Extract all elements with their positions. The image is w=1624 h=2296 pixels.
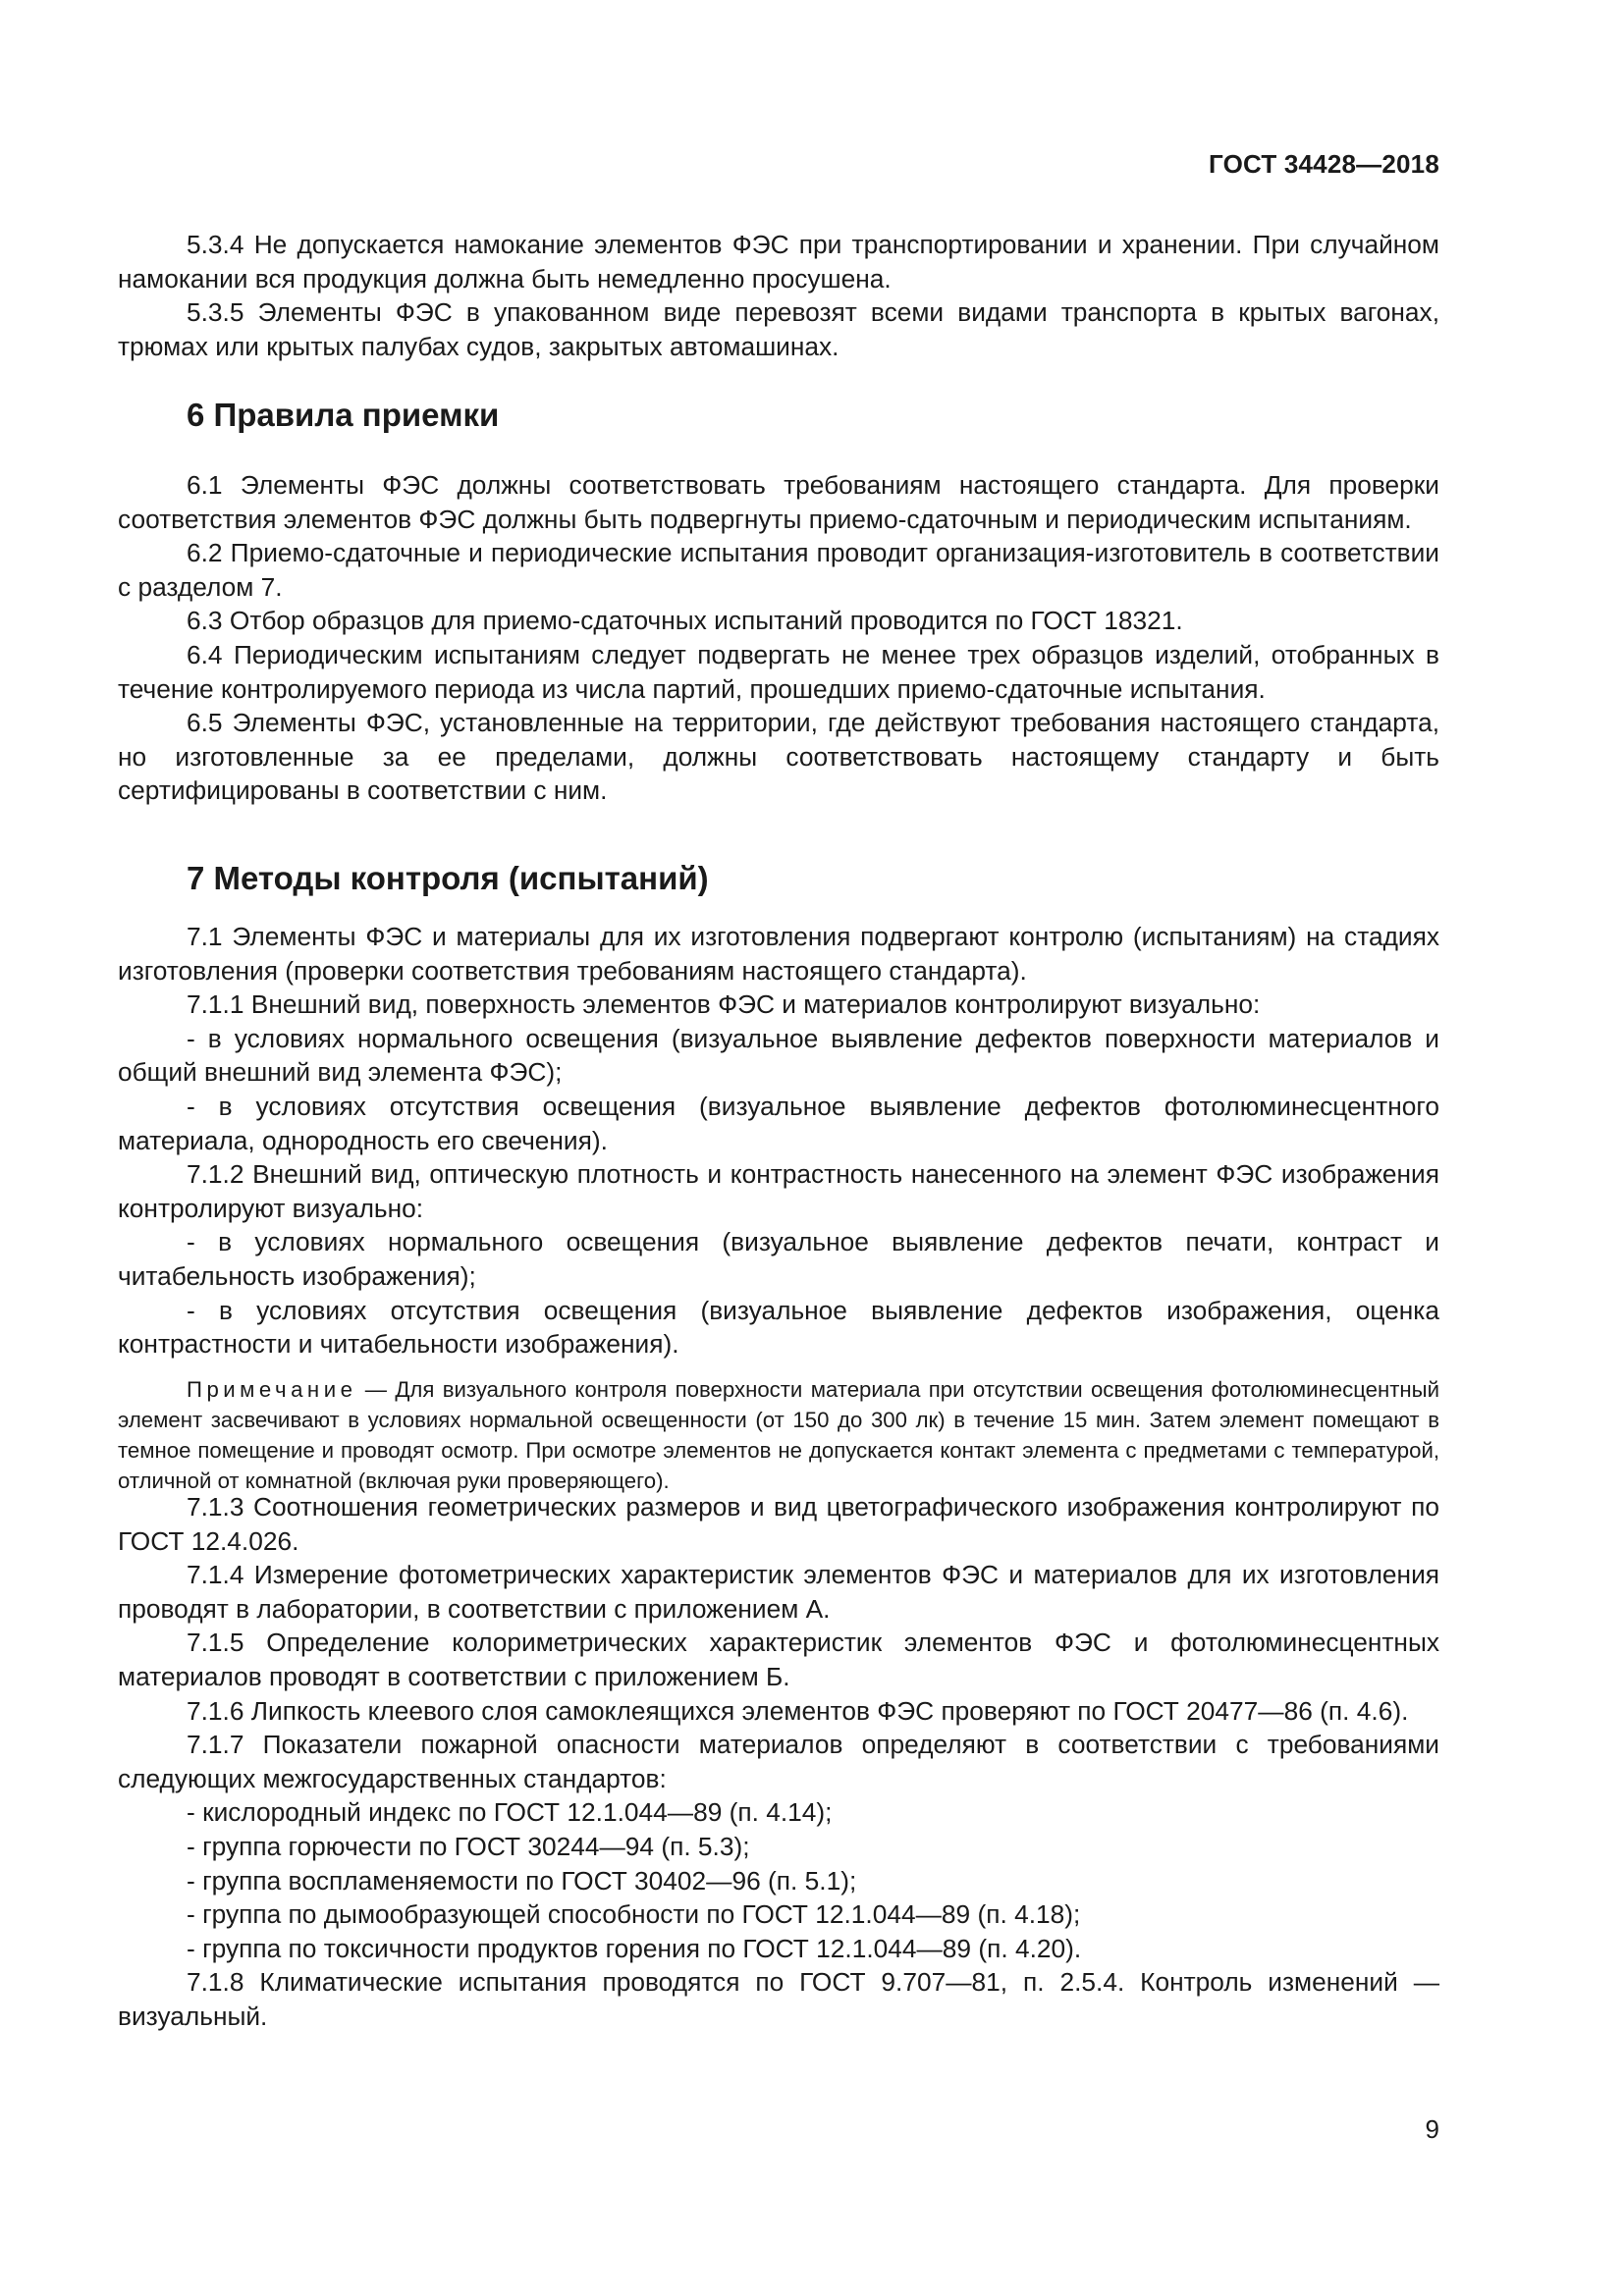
paragraph-7-1-2: 7.1.2 Внешний вид, оптическую плотность и контрастность нанесенного на элемент ФЭС изображения контролируют визуально: bbox=[118, 1159, 1439, 1223]
section-6-heading: 6 Правила приемки bbox=[187, 397, 500, 433]
paragraph-7-1-4: 7.1.4 Измерение фотометрических характеристик элементов ФЭС и материалов для их изготовления проводят в лаборатории, в соответствии с приложением А. bbox=[118, 1560, 1439, 1624]
paragraph-7-1-1: 7.1.1 Внешний вид, поверхность элементов ФЭС и материалов контролируют визуально: bbox=[187, 989, 1261, 1020]
list-item: - группа по токсичности продуктов горения по ГОСТ 12.1.044—89 (п. 4.20). bbox=[187, 1933, 1082, 1963]
document-header-id: ГОСТ 34428—2018 bbox=[1209, 149, 1439, 179]
section-7-heading: 7 Методы контроля (испытаний) bbox=[187, 860, 709, 896]
page-number: 9 bbox=[1425, 2114, 1439, 2144]
paragraph-6-3: 6.3 Отбор образцов для приемо-сдаточных испытаний проводится по ГОСТ 18321. bbox=[187, 606, 1183, 636]
paragraph-6-5: 6.5 Элементы ФЭС, установленные на территории, где действуют требования настоящего стандарта, но изготовленные за ее пределами, должны соответствовать настоящему стандарту и быть сертифицированы в соответствии с ним. bbox=[118, 708, 1439, 806]
list-item: - группа горючести по ГОСТ 30244—94 (п. 5.3); bbox=[187, 1831, 750, 1861]
list-item: - в условиях нормального освещения (визуальное выявление дефектов поверхности материалов и общий внешний вид элемента ФЭС); bbox=[118, 1023, 1439, 1088]
section-7-body-b bbox=[118, 1490, 1439, 2034]
paragraph-7-1-6: 7.1.6 Липкость клеевого слоя самоклеящихся элементов ФЭС проверяют по ГОСТ 20477—86 (п. 4.6). bbox=[187, 1695, 1409, 1726]
list-item: - группа воспламеняемости по ГОСТ 30402—96 (п. 5.1); bbox=[187, 1865, 857, 1896]
paragraph-6-1: 6.1 Элементы ФЭС должны соответствовать требованиям настоящего стандарта. Для проверки соответствия элементов ФЭС должны быть подвергнуты приемо-сдаточным и периодическим испытаниям. bbox=[118, 470, 1439, 534]
section-7-body-a bbox=[118, 920, 1439, 1362]
paragraph-6-2: 6.2 Приемо-сдаточные и периодические испытания проводит организация-изготовитель в соответствии с разделом 7. bbox=[118, 538, 1439, 602]
note-block bbox=[118, 1374, 1439, 1496]
paragraph-7-1: 7.1 Элементы ФЭС и материалы для их изготовления подвергают контролю (испытаниям) на стадиях изготовления (проверки соответствия требованиям настоящего стандарта). bbox=[118, 922, 1439, 986]
list-item: - в условиях нормального освещения (визуальное выявление дефектов печати, контраст и читабельность изображения); bbox=[118, 1227, 1439, 1291]
list-item: - группа по дымообразующей способности по ГОСТ 12.1.044—89 (п. 4.18); bbox=[187, 1899, 1081, 1930]
paragraph-7-1-8: 7.1.8 Климатические испытания проводятся по ГОСТ 9.707—81, п. 2.5.4. Контроль изменений — визуальный. bbox=[118, 1967, 1439, 2031]
paragraph-5-3-5: 5.3.5 Элементы ФЭС в упакованном виде перевозят всеми видами транспорта в крытых вагонах, трюмах или крытых палубах судов, закрытых автомашинах. bbox=[118, 297, 1439, 361]
paragraph-6-4: 6.4 Периодическим испытаниям следует подвергать не менее трех образцов изделий, отобранных в течение контролируемого периода из числа партий, прошедших приемо-сдаточные испытания. bbox=[118, 639, 1439, 704]
list-item: - в условиях отсутствия освещения (визуальное выявление дефектов изображения, оценка контрастности и читабельности изображения). bbox=[118, 1295, 1439, 1360]
note-paragraph bbox=[118, 1374, 1439, 1496]
list-item: - кислородный индекс по ГОСТ 12.1.044—89 (п. 4.14); bbox=[187, 1797, 833, 1828]
section-5-3-block bbox=[118, 228, 1439, 363]
paragraph-7-1-3: 7.1.3 Соотношения геометрических размеров и вид цветографического изображения контролируют по ГОСТ 12.4.026. bbox=[118, 1492, 1439, 1556]
paragraph-7-1-5: 7.1.5 Определение колориметрических характеристик элементов ФЭС и фотолюминесцентных материалов проводят в соответствии с приложением Б. bbox=[118, 1628, 1439, 1691]
paragraph-5-3-4: 5.3.4 Не допускается намокание элементов ФЭС при транспортировании и хранении. При случайном намокании вся продукция должна быть немедленно просушена. bbox=[118, 230, 1439, 294]
paragraph-7-1-7: 7.1.7 Показатели пожарной опасности материалов определяют в соответствии с требованиями следующих межгосударственных стандартов: bbox=[118, 1730, 1439, 1793]
note-text: — Для визуального контроля поверхности материала при отсутствии освещения фотолюминесцентный элемент засвечивают в условиях нормальной освещенности (от 150 до 300 лк) в течение 15 мин. Затем элемент помещают в темное помещение и проводят осмотр. При осмотре элементов не допускается контакт элемента с предметами с температурой, отличной от комнатной (включая руки проверяющего). bbox=[118, 1377, 1439, 1493]
section-6-body bbox=[118, 468, 1439, 808]
note-label: Примечание bbox=[187, 1377, 357, 1402]
list-item: - в условиях отсутствия освещения (визуальное выявление дефектов фотолюминесцентного материала, однородность его свечения). bbox=[118, 1091, 1439, 1155]
